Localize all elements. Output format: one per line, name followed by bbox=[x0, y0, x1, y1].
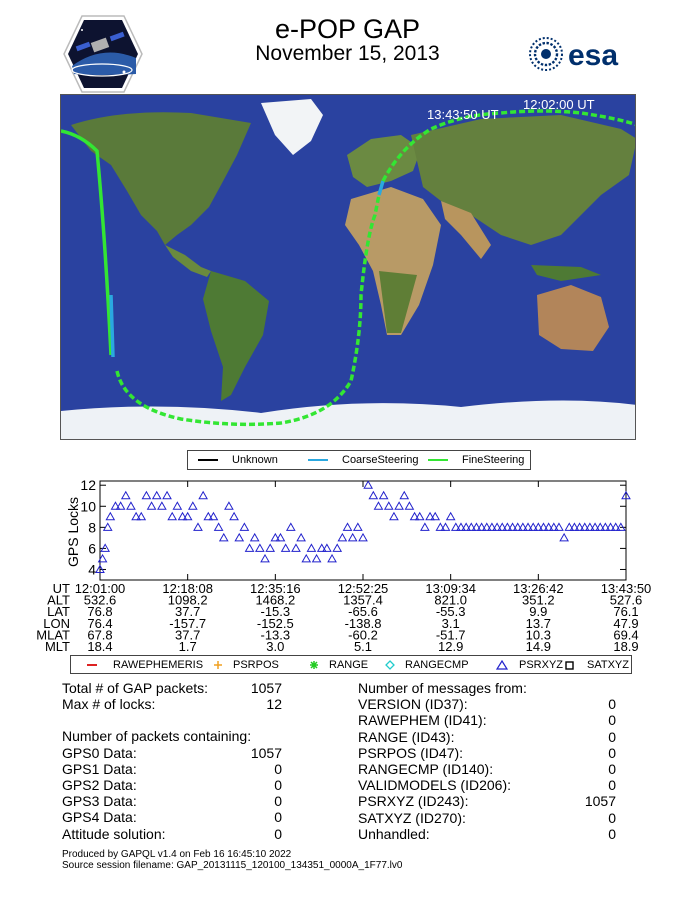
table-row-label: LAT bbox=[47, 604, 70, 620]
legend-item-psrpos bbox=[211, 656, 279, 673]
legend-item-range bbox=[307, 656, 368, 673]
table-cell: 351.2 bbox=[522, 592, 555, 608]
message-rows bbox=[358, 696, 616, 842]
table-cell: 12:35:16 bbox=[250, 581, 301, 596]
mission-patch-logo bbox=[62, 14, 144, 94]
message-stat-value: 0 bbox=[608, 696, 616, 713]
legend-label-rawephemeris: RAWEPHEMERIS bbox=[113, 658, 204, 671]
legend-item-rawephemeris bbox=[85, 656, 203, 673]
table-cell: 76.8 bbox=[87, 604, 113, 620]
packet-stat-row bbox=[62, 777, 282, 793]
message-stat-value: 0 bbox=[608, 825, 616, 842]
table-cell: 13:09:34 bbox=[425, 581, 476, 596]
table-cell: 821.0 bbox=[434, 592, 467, 608]
message-stat-label: PSRXYZ (ID243): bbox=[358, 793, 469, 810]
esa-logo bbox=[528, 36, 636, 72]
table-cell: -13.3 bbox=[260, 627, 291, 643]
message-stat-row bbox=[358, 810, 616, 826]
packet-stat-row bbox=[62, 761, 282, 777]
packet-stat-value: 0 bbox=[274, 825, 282, 842]
table-cell: 14.9 bbox=[525, 639, 551, 654]
packet-stat-row bbox=[62, 826, 282, 842]
message-stat-value: 0 bbox=[608, 712, 616, 729]
table-cell: 532.6 bbox=[83, 592, 117, 608]
table-row-label: ALT bbox=[47, 592, 70, 608]
legend-item-coarse-steering bbox=[308, 451, 418, 469]
page-subtitle: November 15, 2013 bbox=[255, 42, 440, 65]
legend-label-range: RANGE bbox=[329, 658, 369, 671]
table-cell: -152.5 bbox=[256, 615, 294, 631]
packet-stat-label: GPS0 Data: bbox=[62, 744, 137, 761]
table-cell: 12:01:00 bbox=[74, 581, 126, 596]
table-cell: 13:26:42 bbox=[513, 581, 564, 596]
table-cell: -15.3 bbox=[260, 604, 291, 620]
table-cell: 1357.4 bbox=[343, 592, 383, 608]
message-stat-row bbox=[358, 761, 616, 777]
legend-label-psrpos: PSRPOS bbox=[233, 658, 279, 671]
table-cell: 12:18:08 bbox=[162, 581, 213, 596]
table-row-label: UT bbox=[52, 581, 70, 596]
table-cell: 12.9 bbox=[438, 639, 464, 654]
message-stat-row bbox=[358, 826, 616, 842]
gps-locks-chart bbox=[0, 476, 695, 656]
legend-item-satxyz bbox=[563, 656, 629, 673]
message-stat-row bbox=[358, 793, 616, 809]
packet-stat-value: 0 bbox=[274, 760, 282, 777]
message-stat-value: 1057 bbox=[584, 793, 616, 810]
packet-stat-label: GPS4 Data: bbox=[62, 809, 137, 826]
stat-value: 1057 bbox=[250, 680, 282, 696]
legend-item-rangecmp bbox=[383, 656, 469, 673]
legend-marker-psrxyz bbox=[497, 661, 507, 669]
legend-item-unknown bbox=[198, 451, 278, 469]
table-cell: 18.9 bbox=[613, 639, 639, 654]
packet-stat-value: 1057 bbox=[250, 744, 282, 761]
legend-marker-psrpos bbox=[214, 661, 222, 669]
message-stat-label: VERSION (ID37): bbox=[358, 696, 468, 713]
packet-stat-label: GPS2 Data: bbox=[62, 777, 137, 794]
table-cell: 13:43:50 bbox=[600, 581, 652, 596]
track-start-label: 12:02:00 UT bbox=[523, 97, 595, 112]
track-coarse-1 bbox=[111, 295, 113, 357]
message-stat-label: RANGE (ID43): bbox=[358, 728, 455, 745]
y-tick-label: 4 bbox=[88, 561, 96, 578]
table-cell: -65.6 bbox=[348, 604, 378, 620]
legend-marker-rangecmp bbox=[386, 661, 394, 669]
legend-label-fine-steering: FineSteering bbox=[462, 454, 525, 466]
legend-marker-satxyz bbox=[566, 662, 573, 669]
y-tick-label: 6 bbox=[88, 540, 96, 557]
stats-right bbox=[358, 680, 616, 842]
message-stat-row bbox=[358, 777, 616, 793]
stat-label: Max # of locks: bbox=[62, 696, 156, 713]
table-cell: 37.7 bbox=[175, 627, 201, 643]
orbit-parameter-table bbox=[36, 581, 651, 654]
table-cell: -51.7 bbox=[435, 627, 466, 643]
packet-stat-value: 0 bbox=[274, 809, 282, 826]
packet-stat-row bbox=[62, 809, 282, 825]
packet-stat-value: 0 bbox=[274, 777, 282, 794]
message-stat-label: Unhandled: bbox=[358, 825, 430, 842]
stat-value: 12 bbox=[266, 696, 282, 713]
table-cell: 9.9 bbox=[529, 604, 548, 620]
stat-row-total-packets bbox=[62, 680, 282, 696]
table-cell: 76.4 bbox=[87, 615, 113, 631]
packet-stat-row bbox=[62, 745, 282, 761]
table-cell: 10.3 bbox=[525, 627, 551, 643]
legend-label-rangecmp: RANGECMP bbox=[405, 658, 469, 671]
table-cell: 13.7 bbox=[525, 615, 551, 631]
packet-legend bbox=[70, 655, 632, 674]
map-legend bbox=[187, 450, 531, 470]
table-row-label: MLAT bbox=[36, 627, 70, 643]
table-cell: -138.8 bbox=[344, 615, 382, 631]
packet-stat-row bbox=[62, 793, 282, 809]
table-cell: 67.8 bbox=[87, 627, 113, 643]
y-tick-label: 12 bbox=[80, 477, 96, 494]
table-cell: 47.9 bbox=[613, 615, 639, 631]
table-cell: 527.6 bbox=[609, 592, 643, 608]
message-stat-value: 0 bbox=[608, 744, 616, 761]
table-row-label: LON bbox=[43, 615, 70, 631]
message-stat-label: PSRPOS (ID47): bbox=[358, 744, 464, 761]
legend-label-psrxyz: PSRXYZ bbox=[519, 658, 564, 671]
message-stat-label: VALIDMODELS (ID206): bbox=[358, 777, 512, 794]
message-stat-row bbox=[358, 712, 616, 728]
packet-stat-value: 0 bbox=[274, 793, 282, 810]
stats-left bbox=[62, 680, 282, 842]
message-stat-label: SATXYZ (ID270): bbox=[358, 809, 466, 826]
message-stat-row bbox=[358, 745, 616, 761]
footer bbox=[62, 849, 402, 871]
esa-logo-text: esa bbox=[568, 39, 619, 72]
message-stat-label: RAWEPHEM (ID41): bbox=[358, 712, 487, 729]
packet-stat-label: GPS3 Data: bbox=[62, 793, 137, 810]
table-cell: 1.7 bbox=[178, 639, 197, 654]
table-cell: 5.1 bbox=[353, 639, 373, 654]
table-cell: 76.1 bbox=[613, 604, 639, 620]
y-axis-label: GPS Locks bbox=[65, 496, 81, 568]
track-end-label: 13:43:50 UT bbox=[427, 107, 499, 122]
message-stat-value: 0 bbox=[608, 809, 616, 826]
packet-stat-label: GPS1 Data: bbox=[62, 760, 137, 777]
message-stat-value: 0 bbox=[608, 777, 616, 794]
y-tick-label: 10 bbox=[80, 498, 96, 515]
messages-heading: Number of messages from: bbox=[358, 680, 527, 696]
legend-marker-range bbox=[310, 661, 318, 669]
packet-stat-label: Attitude solution: bbox=[62, 825, 166, 842]
footer-source-file: Source session filename: GAP_20131115_120100_134351_0000A_1F77.lv0 bbox=[62, 860, 403, 871]
message-stat-row bbox=[358, 696, 616, 712]
table-cell: 69.4 bbox=[613, 627, 639, 643]
y-tick-label: 8 bbox=[88, 519, 96, 536]
page-title: e-POP GAP bbox=[274, 14, 421, 44]
message-stat-value: 0 bbox=[608, 728, 616, 745]
message-stat-label: RANGECMP (ID140): bbox=[358, 761, 494, 778]
message-stat-value: 0 bbox=[608, 761, 616, 778]
table-cell: 3.0 bbox=[266, 639, 285, 654]
stat-label: Total # of GAP packets: bbox=[62, 680, 209, 696]
legend-label-satxyz: SATXYZ bbox=[587, 658, 629, 671]
legend-item-fine-steering bbox=[428, 451, 524, 469]
table-cell: 12:52:25 bbox=[337, 581, 389, 596]
packet-rows bbox=[62, 745, 282, 842]
legend-item-psrxyz bbox=[495, 656, 563, 673]
table-cell: -55.3 bbox=[435, 604, 466, 620]
table-cell: 1098.2 bbox=[167, 592, 208, 608]
packets-heading: Number of packets containing: bbox=[62, 728, 252, 745]
table-cell: 37.7 bbox=[175, 604, 201, 620]
table-cell: -60.2 bbox=[348, 627, 378, 643]
legend-label-unknown: Unknown bbox=[232, 454, 278, 466]
legend-label-coarse-steering: CoarseSteering bbox=[342, 454, 419, 466]
footer-produced-by: Produced by GAPQL v1.4 on Feb 16 16:45:10 2022 bbox=[62, 849, 292, 860]
stat-row-max-locks bbox=[62, 696, 282, 712]
message-stat-row bbox=[358, 729, 616, 745]
table-cell: 3.1 bbox=[441, 615, 460, 631]
table-cell: 1468.2 bbox=[255, 592, 296, 608]
table-row-label: MLT bbox=[44, 639, 70, 654]
table-cell: 18.4 bbox=[87, 639, 113, 654]
ground-track-map bbox=[60, 94, 636, 440]
table-cell: -157.7 bbox=[169, 615, 207, 631]
